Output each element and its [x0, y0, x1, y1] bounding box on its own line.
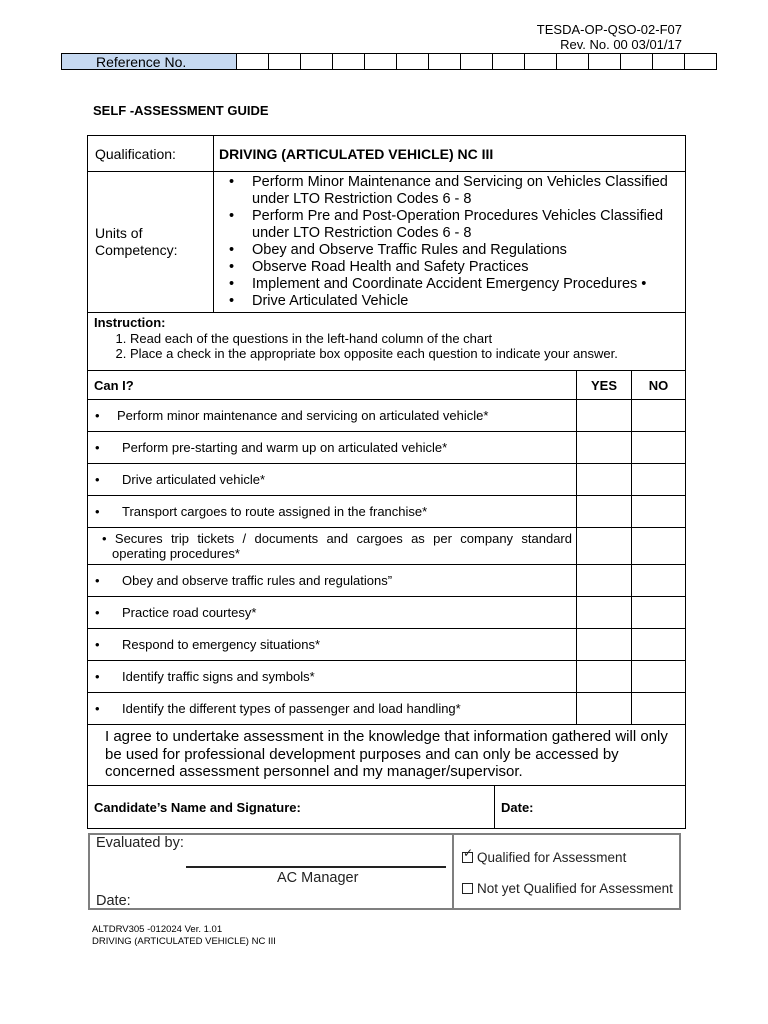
- unit-item: • Drive Articulated Vehicle: [219, 293, 685, 310]
- reference-digit-box[interactable]: [237, 54, 269, 69]
- checklist-row: [88, 693, 685, 725]
- checklist-question: • Practice road courtesy*: [88, 597, 577, 628]
- no-checkbox[interactable]: [632, 661, 685, 692]
- units-list: [219, 174, 685, 310]
- reference-digit-box[interactable]: [685, 54, 716, 69]
- checklist-row: [88, 464, 685, 496]
- reference-number-strip: [61, 53, 717, 70]
- instruction-row: [88, 313, 685, 371]
- checklist-question: • Obey and observe traffic rules and regulations”: [88, 565, 577, 596]
- yes-checkbox[interactable]: [577, 400, 632, 431]
- footer-qualification: DRIVING (ARTICULATED VEHICLE) NC III: [92, 936, 276, 947]
- reference-digit-box[interactable]: [525, 54, 557, 69]
- reference-digit-box[interactable]: [397, 54, 429, 69]
- reference-digit-box[interactable]: [621, 54, 653, 69]
- no-checkbox[interactable]: [632, 693, 685, 724]
- qualification-row: [88, 136, 685, 172]
- checklist-row: [88, 400, 685, 432]
- reference-digit-box[interactable]: [589, 54, 621, 69]
- unit-item: • Observe Road Health and Safety Practices: [219, 259, 685, 276]
- agreement-row: [88, 725, 685, 786]
- checklist-question-text-inner: Secures trip tickets / documents and cargoes as per company standard operating procedures*: [112, 531, 572, 561]
- qualification-value: DRIVING (ARTICULATED VEHICLE) NC III: [219, 145, 494, 162]
- checklist-question-text: Perform minor maintenance and servicing on articulated vehicle*: [117, 408, 489, 423]
- no-checkbox[interactable]: [632, 464, 685, 495]
- instruction-title: Instruction:: [94, 315, 166, 330]
- checklist-question-text: Identify traffic signs and symbols*: [122, 669, 315, 684]
- no-checkbox[interactable]: [632, 629, 685, 660]
- form-code-header: [537, 22, 682, 52]
- yes-checkbox[interactable]: [577, 597, 632, 628]
- page-footer: [92, 924, 276, 948]
- evaluator-role: AC Manager: [277, 870, 359, 886]
- candidate-date-field[interactable]: Date:: [501, 799, 534, 815]
- reference-digit-box[interactable]: [653, 54, 685, 69]
- candidate-name-signature-field[interactable]: Candidate’s Name and Signature:: [88, 786, 495, 828]
- no-checkbox[interactable]: [632, 565, 685, 596]
- reference-digit-box[interactable]: [269, 54, 301, 69]
- yes-checkbox[interactable]: [577, 432, 632, 463]
- checklist-question-text: Transport cargoes to route assigned in the franchise*: [122, 504, 428, 519]
- not-qualified-option[interactable]: [462, 881, 673, 896]
- evaluated-by-label: Evaluated by:: [96, 835, 184, 851]
- reference-digit-box[interactable]: [461, 54, 493, 69]
- yes-checkbox[interactable]: [577, 661, 632, 692]
- reference-label: Reference No.: [62, 54, 237, 69]
- yes-header: YES: [577, 371, 632, 399]
- no-checkbox[interactable]: [632, 528, 685, 564]
- checklist-question-text: Perform pre-starting and warm up on articulated vehicle*: [122, 440, 448, 455]
- agreement-text: I agree to undertake assessment in the knowledge that information gathered will only be used for professional development purposes and can only be accessed by concerned assessment personnel and my manager/supervisor.: [105, 728, 668, 780]
- evaluation-date-label: Date:: [96, 893, 131, 909]
- instruction-step: 2. Place a check in the appropriate box opposite each question to indicate your answer.: [130, 346, 618, 362]
- evaluator-signature-line[interactable]: [186, 866, 446, 868]
- unchecked-checkbox-icon[interactable]: [462, 883, 473, 894]
- qualified-option[interactable]: [462, 850, 626, 865]
- qualified-option-label: Qualified for Assessment: [477, 850, 627, 865]
- instruction-step: 1. Read each of the questions in the left-hand column of the chart: [130, 331, 618, 347]
- checklist-row: [88, 629, 685, 661]
- reference-digit-box[interactable]: [301, 54, 333, 69]
- units-row: [88, 172, 685, 313]
- checklist-question: • Transport cargoes to route assigned in the franchise*: [88, 496, 577, 527]
- reference-digit-box[interactable]: [557, 54, 589, 69]
- no-checkbox[interactable]: [632, 400, 685, 431]
- evaluator-section: [90, 835, 454, 908]
- assessment-table: [87, 135, 686, 829]
- reference-digit-box[interactable]: [429, 54, 461, 69]
- reference-digit-box[interactable]: [365, 54, 397, 69]
- can-i-header: Can I?: [88, 371, 577, 399]
- yes-checkbox[interactable]: [577, 496, 632, 527]
- yes-checkbox[interactable]: [577, 693, 632, 724]
- checklist-question: • Perform minor maintenance and servicing on articulated vehicle*: [88, 400, 577, 431]
- page-title: SELF -ASSESSMENT GUIDE: [93, 103, 269, 118]
- checklist-row: [88, 565, 685, 597]
- checklist-question: • Drive articulated vehicle*: [88, 464, 577, 495]
- footer-code: ALTDRV305 -012024 Ver. 1.01: [92, 924, 223, 935]
- instruction-steps: [94, 331, 618, 362]
- yes-checkbox[interactable]: [577, 464, 632, 495]
- no-checkbox[interactable]: [632, 432, 685, 463]
- instruction-block: [88, 313, 624, 370]
- unit-item: • Implement and Coordinate Accident Emergency Procedures •: [219, 276, 685, 293]
- checklist-question: • Identify traffic signs and symbols*: [88, 661, 577, 692]
- no-header: NO: [648, 377, 669, 393]
- units-list-container: [214, 172, 685, 312]
- unit-item: • Perform Pre and Post-Operation Procedures Vehicles Classified under LTO Restriction Codes 6 - 8: [219, 208, 685, 242]
- checklist-question-text: Drive articulated vehicle*: [122, 472, 266, 487]
- yes-checkbox[interactable]: [577, 528, 632, 564]
- checklist-question: • Perform pre-starting and warm up on articulated vehicle*: [88, 432, 577, 463]
- no-checkbox[interactable]: [632, 496, 685, 527]
- form-code: TESDA-OP-QSO-02-F07: [536, 22, 682, 37]
- checklist-row: [88, 496, 685, 528]
- qualification-label: Qualification:: [88, 136, 214, 171]
- reference-digit-box[interactable]: [493, 54, 525, 69]
- not-qualified-option-label: Not yet Qualified for Assessment: [477, 881, 673, 896]
- units-label: Units of Competency:: [88, 172, 214, 312]
- evaluation-result-section: [454, 835, 679, 908]
- reference-digit-box[interactable]: [333, 54, 365, 69]
- unit-item: • Perform Minor Maintenance and Servicing on Vehicles Classified under LTO Restriction Codes 6 - 8: [219, 174, 685, 208]
- no-checkbox[interactable]: [632, 597, 685, 628]
- evaluation-box: [88, 833, 681, 910]
- signature-row: [88, 786, 685, 828]
- checklist-question-text: Identify the different types of passenger and load handling*: [122, 701, 461, 716]
- yes-checkbox[interactable]: [577, 629, 632, 660]
- checklist-row: [88, 528, 685, 565]
- checklist-question-text: Obey and observe traffic rules and regulations”: [122, 573, 393, 588]
- checklist-question: • Identify the different types of passenger and load handling*: [88, 693, 577, 724]
- checklist-question: [88, 528, 577, 564]
- checklist-header-row: [88, 371, 685, 400]
- checklist-question-text: • Secures trip tickets / documents and cargoes as per company standard operating procedures*: [102, 531, 572, 561]
- checklist-question-text: Practice road courtesy*: [122, 605, 257, 620]
- checked-checkbox-icon[interactable]: [462, 852, 473, 863]
- unit-item: • Obey and Observe Traffic Rules and Regulations: [219, 242, 685, 259]
- yes-checkbox[interactable]: [577, 565, 632, 596]
- checklist-question-text: Respond to emergency situations*: [122, 637, 321, 652]
- checklist-question: • Respond to emergency situations*: [88, 629, 577, 660]
- checklist-row: [88, 597, 685, 629]
- revision-number: Rev. No. 00 03/01/17: [560, 37, 682, 52]
- checklist-row: [88, 432, 685, 464]
- checklist-row: [88, 661, 685, 693]
